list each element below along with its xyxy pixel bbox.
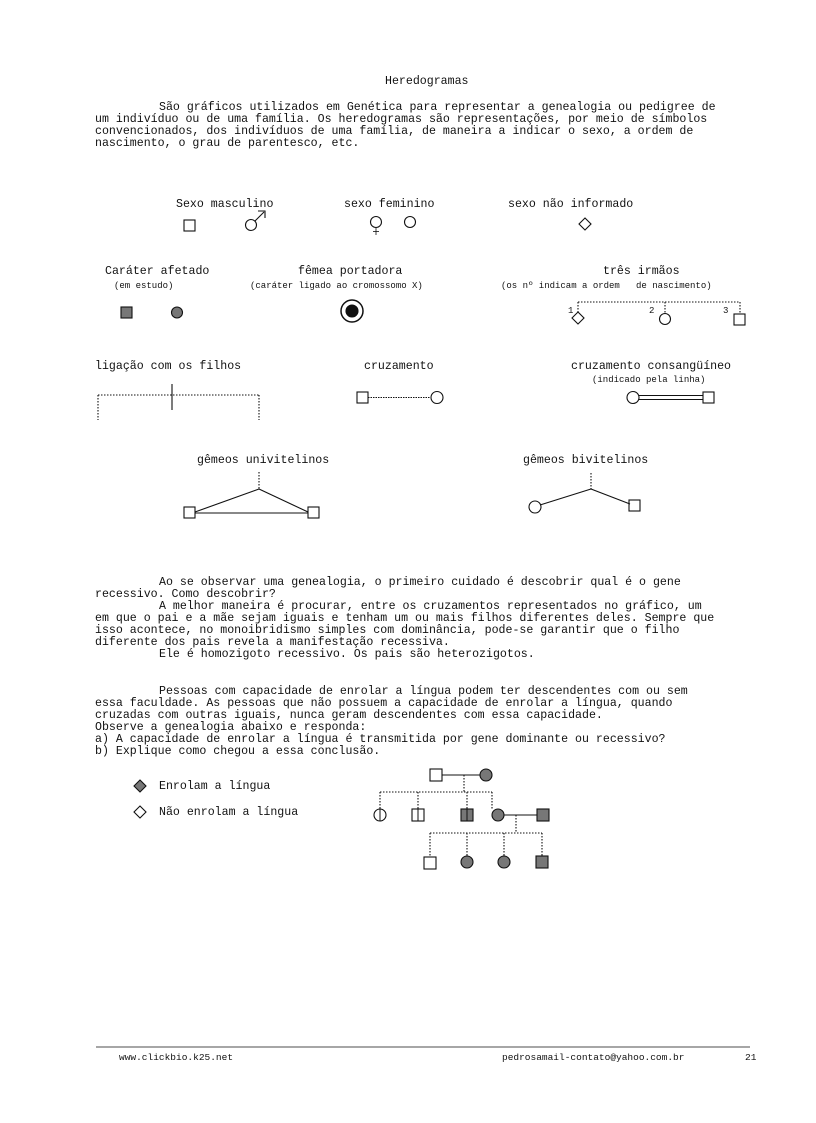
monozygotic-twins-symbol <box>184 472 319 518</box>
exercise-line: Observe a genealogia abaixo e responda: <box>95 721 367 734</box>
children-link-symbol <box>98 395 259 420</box>
label-dizygotic-twins: gêmeos bivitelinos <box>523 454 649 467</box>
exercise-line: cruzadas com outras iguais, nunca geram descendentes com essa capacidade. <box>95 709 603 722</box>
label-consanguineous: cruzamento consangüíneo <box>571 360 732 373</box>
non-rollers-legend-diamond-icon <box>134 806 146 818</box>
exercise-question-b: b) Explique como chegou a essa conclusão. <box>95 745 381 758</box>
explanation-line: Ao se observar uma genealogia, o primeiro cuidado é descobrir qual é o gene <box>159 576 681 589</box>
male-sign-icon <box>246 211 266 231</box>
explanation-line: diferente dos pais revela a manifestação recessiva. <box>95 636 450 649</box>
female-circle-symbol <box>405 217 416 228</box>
footer-page-number: 21 <box>745 1052 757 1063</box>
intro-line: convencionados, dos indivíduos de uma família, de maneira a indicar o sexo, a ordem de <box>95 125 694 138</box>
label-children-link: ligação com os filhos <box>95 360 242 373</box>
intro-line: nascimento, o grau de parentesco, etc. <box>95 137 360 150</box>
male-square-symbol <box>184 220 195 231</box>
rollers-legend-diamond-icon <box>134 780 146 792</box>
label-female: sexo feminino <box>344 198 435 211</box>
label-consanguineous-note: (indicado pela linha) <box>592 375 706 385</box>
label-affected: Caráter afetado <box>105 265 210 278</box>
label-non-rollers: Não enrolam a língua <box>159 806 299 819</box>
explanation-line: em que o pai e a mãe sejam iguais e tenham um ou mais filhos diferentes deles. Sempre que <box>95 612 715 625</box>
label-monozygotic-twins: gêmeos univitelinos <box>197 454 330 467</box>
page-title: Heredogramas <box>385 75 469 88</box>
label-rollers: Enrolam a língua <box>159 780 271 793</box>
label-male: Sexo masculino <box>176 198 274 211</box>
dizygotic-twins-symbol <box>529 473 640 513</box>
exercise-line: essa faculdade. As pessoas que não possuem a capacidade de enrolar a língua, quando <box>95 697 673 710</box>
mating-symbol <box>357 392 443 404</box>
tongue-rolling-pedigree <box>374 769 549 869</box>
explanation-line: recessivo. Como descobrir? <box>95 588 276 601</box>
exercise-question-a: a) A capacidade de enrolar a língua é transmitida por gene dominante ou recessivo? <box>95 733 666 746</box>
explanation-line: A melhor maneira é procurar, entre os cruzamentos representados no gráfico, um <box>159 600 702 613</box>
consanguineous-mating-symbol <box>627 392 714 404</box>
sibling-number-3: 3 <box>723 306 729 316</box>
footer-site: www.clickbio.k25.net <box>119 1052 234 1063</box>
explanation-line: isso acontece, no monoibridismo simples com dominância, pode-se garantir que o filho <box>95 624 680 637</box>
intro-line: São gráficos utilizados em Genética para representar a genealogia ou pedigree de <box>159 101 716 114</box>
footer-email: pedrosamail-contato@yahoo.com.br <box>502 1052 685 1063</box>
female-sign-icon <box>371 217 382 236</box>
label-siblings: três irmãos <box>603 265 680 278</box>
affected-female-symbol <box>172 307 183 318</box>
explanation-paragraph <box>95 577 757 661</box>
sibling-number-1: 1 <box>568 306 574 316</box>
label-unknown-sex: sexo não informado <box>508 198 634 211</box>
carrier-female-symbol <box>341 300 363 322</box>
unknown-sex-diamond-symbol <box>579 218 591 230</box>
label-siblings-note: (os nº indicam a ordem de nascimento) <box>501 281 712 291</box>
explanation-line: Ele é homozigoto recessivo. Os pais são heterozigotos. <box>159 648 535 661</box>
label-carrier: fêmea portadora <box>298 265 403 278</box>
affected-male-symbol <box>121 307 132 318</box>
three-siblings-symbol <box>578 302 740 314</box>
label-carrier-note: (caráter ligado ao cromossomo X) <box>250 281 423 291</box>
exercise-paragraph <box>95 686 757 758</box>
label-affected-note: (em estudo) <box>114 281 174 291</box>
exercise-line: Pessoas com capacidade de enrolar a língua podem ter descendentes com ou sem <box>159 685 688 698</box>
sibling-number-2: 2 <box>649 306 655 316</box>
intro-line: um indivíduo ou de uma família. Os heredogramas são representações, por meio de símbolos <box>95 113 708 126</box>
label-mating: cruzamento <box>364 360 434 373</box>
